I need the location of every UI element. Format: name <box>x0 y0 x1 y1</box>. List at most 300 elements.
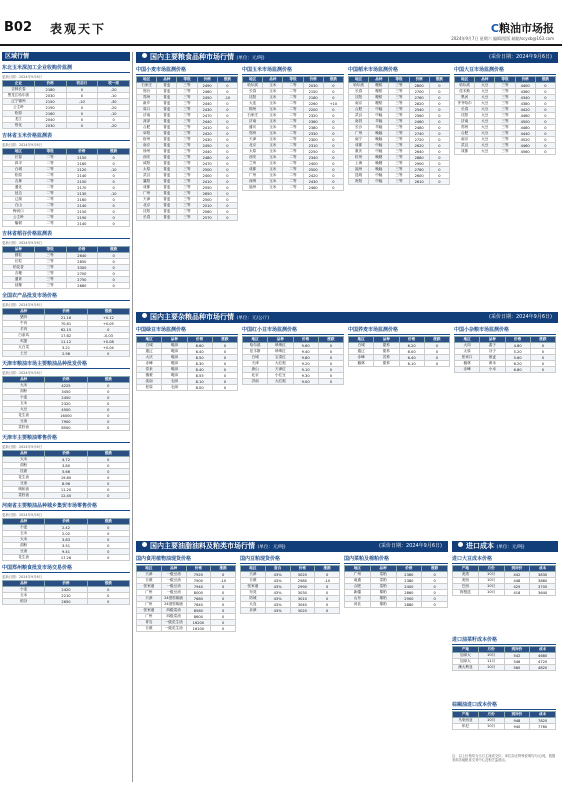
column-header: 涨跌 <box>530 337 555 343</box>
bullet-icon <box>142 53 147 58</box>
table-cell: 0 <box>98 253 130 259</box>
table-cell: 6.10 <box>399 361 424 367</box>
table-cell: 2440 <box>197 101 217 107</box>
price-table-block <box>2 502 130 561</box>
table-cell: 三等 <box>495 149 515 155</box>
table-cell: 一级豆油 <box>161 584 186 590</box>
table-cell: 杭州 <box>349 155 369 161</box>
table-cell: 7820 <box>530 718 556 724</box>
table-cell: 2200 <box>303 107 323 113</box>
table-cell: 0 <box>98 117 130 123</box>
table-cell: 三等 <box>177 209 197 215</box>
table-cell: 2880 <box>396 602 422 608</box>
table-row <box>137 215 238 221</box>
table-cell: 明绿 <box>162 361 187 367</box>
table-cell: 0 <box>87 487 129 493</box>
table-cell: 甜荞 <box>374 361 399 367</box>
table-cell: 广州 <box>137 590 162 596</box>
table-cell: 0 <box>429 83 449 89</box>
price-table-block <box>2 434 130 499</box>
table-cell: +10 <box>323 101 343 107</box>
table-cell: 0 <box>535 113 555 119</box>
table-cell: 2030 <box>303 83 323 89</box>
table-cell: 吉林长春 <box>3 87 35 93</box>
table-cell: 6.20 <box>505 361 530 367</box>
table-cell: 2.02 <box>45 531 87 537</box>
table-cell: 二等 <box>283 119 303 125</box>
table-cell: -10 <box>98 167 130 173</box>
table-cell: 玉米 <box>263 173 283 179</box>
table-cell: 24度棕榈油 <box>161 602 186 608</box>
table-cell: 四级菜油 <box>161 614 186 620</box>
table-cell: 小麦 <box>3 395 45 401</box>
table-cell: 0 <box>66 123 98 129</box>
table-cell: 0 <box>211 626 236 632</box>
table-cell: 上海 <box>349 161 369 167</box>
table-cell: 花生油 <box>3 555 45 561</box>
table-cell: 9.30 <box>293 373 318 379</box>
table-cell: 合肥 <box>137 125 157 131</box>
table-cell: 0 <box>217 149 237 155</box>
table-cell: 0 <box>211 584 236 590</box>
column-header: 涨跌 <box>212 337 237 343</box>
table-cell: 2450 <box>197 95 217 101</box>
table-row <box>453 590 556 596</box>
table-cell: 早籼 <box>369 125 389 131</box>
table-cell: 4380 <box>515 101 535 107</box>
table-cell: 4500 <box>45 407 87 413</box>
column-header: 涨跌 <box>422 566 448 572</box>
table-cell: 940 <box>504 724 530 730</box>
table-cell: 三等 <box>177 107 197 113</box>
table-cell: 0 <box>323 137 343 143</box>
table-cell: 2720 <box>409 137 429 143</box>
price-panel <box>136 326 238 536</box>
table-cell: 哈尔滨 <box>243 343 268 349</box>
table-cell: 赤峰 <box>455 367 480 373</box>
table-cell: 二等 <box>34 191 66 197</box>
table-row <box>349 361 450 367</box>
table-cell: 美湾 <box>453 572 479 578</box>
table-cell: 0 <box>535 125 555 131</box>
table-cell: 东莞 <box>241 590 266 596</box>
table-cell: 0 <box>535 131 555 137</box>
table-row <box>243 379 344 385</box>
table-cell: 2120 <box>66 167 98 173</box>
table-cell: 赤峰 <box>349 355 374 361</box>
table-cell: 0 <box>429 107 449 113</box>
table-cell: 425 <box>504 584 530 590</box>
masthead <box>0 0 562 46</box>
table-cell: 加拿大 <box>453 653 479 659</box>
table-cell: 三等 <box>177 155 197 161</box>
table-cell: 9.20 <box>293 361 318 367</box>
table-cell: 普麦 <box>157 107 177 113</box>
column-header: 涨跌 <box>429 77 449 83</box>
table-cell: 中籼 <box>369 173 389 179</box>
table-cell: 玉米 <box>263 107 283 113</box>
table-cell: 吉粳 <box>3 271 35 277</box>
table-cell: 0 <box>424 343 449 349</box>
table-cell: 2460 <box>409 119 429 125</box>
table-cell: 0 <box>323 125 343 131</box>
table-cell: 2130 <box>66 191 98 197</box>
table-cell: 合肥 <box>455 131 475 137</box>
price-panel <box>136 66 238 308</box>
column-header: 品种 <box>370 566 396 572</box>
table-cell: 天津红 <box>268 367 293 373</box>
table-cell: 白山 <box>3 203 35 209</box>
table-cell: 2760 <box>409 95 429 101</box>
table-cell: 玉米 <box>263 119 283 125</box>
table-cell: 16100 <box>186 626 211 632</box>
table-cell: 4460 <box>515 143 535 149</box>
table-cell: 三等 <box>34 271 66 277</box>
table-title: 中国红小豆市场监测价格 <box>242 326 344 335</box>
table-cell: 深圳 <box>243 179 263 185</box>
column-header: 等级 <box>283 77 303 83</box>
table-cell: 7760 <box>530 724 556 730</box>
section-bar-regional: 区域行情 <box>2 52 130 61</box>
table-cell: 太原 <box>243 149 263 155</box>
table-cell: 明绿 <box>162 343 187 349</box>
table-cell: 3830 <box>530 572 556 578</box>
table-cell: 广州 <box>137 191 157 197</box>
table-cell: 菜籽油 <box>3 425 45 431</box>
table-cell: 0 <box>535 83 555 89</box>
banner-import-cost: 进口成本 (单位：元/吨) <box>452 541 558 552</box>
column-header: 较前日 <box>66 81 98 87</box>
column-header: 到岸价 <box>504 647 530 653</box>
table-cell: 三等 <box>389 101 409 107</box>
table-cell: 普麦 <box>157 83 177 89</box>
table-cell: 大连 <box>243 101 263 107</box>
table-cell: 二等 <box>283 83 303 89</box>
table-cell: 0 <box>217 209 237 215</box>
table-title: 天津市粮油市场主要粮油品种批发价格 <box>2 360 130 369</box>
table-cell: 四平 <box>3 161 35 167</box>
table-cell: 豆油 <box>3 549 45 555</box>
table-cell: 普麦 <box>157 89 177 95</box>
table-cell: 2500 <box>303 167 323 173</box>
table-cell: 吉林 <box>3 179 35 185</box>
table-cell: 三等 <box>389 83 409 89</box>
table-cell: 二等 <box>283 95 303 101</box>
table-cell: 二等 <box>283 113 303 119</box>
table-cell: 西安 <box>243 155 263 161</box>
table-cell: 0 <box>212 367 237 373</box>
column-header: 品种 <box>475 77 495 83</box>
table-cell: 晚籼 <box>369 137 389 143</box>
table-cell: 43% <box>265 608 290 614</box>
table-cell: 三等 <box>177 119 197 125</box>
table-cell: 毛绿 <box>162 385 187 391</box>
table-cell: -20 <box>98 87 130 93</box>
table-cell: 2300 <box>303 137 323 143</box>
table-cell: 长粒 <box>3 259 35 265</box>
table-cell: 三等 <box>389 143 409 149</box>
table-cell: 三等 <box>34 253 66 259</box>
price-panel <box>240 555 340 781</box>
table-cell: 10月 <box>478 572 504 578</box>
table-cell: 2160 <box>66 197 98 203</box>
table-cell: 2170 <box>66 185 98 191</box>
table-cell: 6.00 <box>399 349 424 355</box>
table-source: 更新日期：2024年9月6日 <box>2 75 43 79</box>
column-header: 品种 <box>3 581 45 587</box>
table-cell: 南京 <box>349 101 369 107</box>
table-cell: 菜粕 <box>370 584 396 590</box>
table-cell: 2250 <box>303 149 323 155</box>
column-header: 到岸价 <box>504 712 530 718</box>
table-cell: 0 <box>98 155 130 161</box>
column-header: 地区 <box>241 566 266 572</box>
table-cell: 0 <box>429 149 449 155</box>
table-cell: 4360 <box>515 89 535 95</box>
table-cell: -30 <box>98 99 130 105</box>
table-cell: 0 <box>315 596 340 602</box>
table-cell: 9.40 <box>293 349 318 355</box>
table-cell: 松原 <box>137 385 162 391</box>
table-cell: 日照 <box>137 578 162 584</box>
table-cell: 明绿 <box>162 367 187 373</box>
table-row <box>3 493 130 499</box>
table-source: 更新日期：2024年9月6日 <box>2 575 43 579</box>
table-cell: 二等 <box>283 167 303 173</box>
table-cell: 2700 <box>66 271 98 277</box>
table-cell: 三等 <box>495 131 515 137</box>
table-cell: 大红袍 <box>268 379 293 385</box>
table-cell: 2190 <box>34 105 66 111</box>
table-cell: 8.40 <box>187 349 212 355</box>
table-cell: 天津 <box>243 137 263 143</box>
table-cell: 7640 <box>186 602 211 608</box>
column-header: 等级 <box>389 77 409 83</box>
table-cell: 棉粕 <box>370 590 396 596</box>
column-header: 涨跌 <box>211 566 236 572</box>
table-cell: 0 <box>217 143 237 149</box>
table-cell: -10 <box>98 93 130 99</box>
column-header: 等级 <box>495 77 515 83</box>
table-cell: 辽源 <box>3 197 35 203</box>
table-cell: 2420 <box>197 131 217 137</box>
price-table <box>2 376 130 431</box>
table-cell: 0 <box>429 101 449 107</box>
table-title: 吉林省玉米价格监测表 <box>2 132 130 141</box>
column-header: 地区 <box>349 337 374 343</box>
table-cell: 榆树 <box>3 221 35 227</box>
table-cell: 442 <box>504 572 530 578</box>
column-header: 价格 <box>186 566 211 572</box>
table-cell: 2400 <box>197 173 217 179</box>
table-cell: 7940 <box>186 584 211 590</box>
column-header: 地区 <box>349 77 369 83</box>
table-cell: 大米 <box>3 457 45 463</box>
table-cell: 2700 <box>409 89 429 95</box>
table-cell: 3450 <box>45 389 87 395</box>
table-cell: 2900 <box>396 596 422 602</box>
column-header: 产地 <box>453 712 479 718</box>
table-cell: 0 <box>318 343 343 349</box>
table-cell: 0 <box>217 125 237 131</box>
bullet-icon <box>142 313 147 318</box>
table-cell: 0 <box>87 587 129 593</box>
table-cell: 3300 <box>66 265 98 271</box>
table-cell: 0 <box>98 203 130 209</box>
table-cell: 2680 <box>66 283 98 289</box>
table-cell: 二等 <box>34 179 66 185</box>
column-header: 成本 <box>530 566 556 572</box>
table-cell: 0 <box>211 590 236 596</box>
table-cell: 2760 <box>409 167 429 173</box>
table-cell: 普麦 <box>157 173 177 179</box>
table-cell: 三等 <box>389 137 409 143</box>
table-cell: 苦荞 <box>374 355 399 361</box>
price-table <box>136 76 238 221</box>
table-cell: 普麦 <box>157 191 177 197</box>
table-cell: 4560 <box>515 149 535 155</box>
table-cell: 7680 <box>186 596 211 602</box>
table-cell: 合肥 <box>345 584 371 590</box>
table-cell: 0 <box>87 419 129 425</box>
table-cell: 普麦 <box>157 215 177 221</box>
table-cell: 二等 <box>283 161 303 167</box>
price-panel <box>452 701 556 751</box>
table-cell: 0 <box>217 215 237 221</box>
column-header: 价格 <box>45 581 87 587</box>
table-cell: 0 <box>217 167 237 173</box>
dateline: 2024年9月7日 星期六 编辑/组版 邮箱/scyxb@163.com <box>451 36 554 41</box>
column-header: 涨跌 <box>87 309 129 315</box>
table-cell: 三等 <box>177 95 197 101</box>
table-cell: 通辽 <box>137 349 162 355</box>
table-cell: 二等 <box>283 125 303 131</box>
table-cell: 毛绿 <box>162 379 187 385</box>
table-row <box>349 179 450 185</box>
column-header: 等级 <box>177 77 197 83</box>
table-cell: 三等 <box>34 277 66 283</box>
table-cell: 2360 <box>396 572 422 578</box>
table-cell: 天津 <box>137 572 162 578</box>
table-cell: 武汉 <box>349 113 369 119</box>
table-cell: 0 <box>424 349 449 355</box>
table-cell: 0 <box>87 525 129 531</box>
price-table-block <box>240 555 340 614</box>
footnote: 注：以上价格均为当日主流成交价，单位如无特殊说明均为元/吨，数据来源各地粮食交易中心及相关监测点。 <box>452 754 556 762</box>
table-cell: 0 <box>323 113 343 119</box>
table-cell: 4500 <box>515 119 535 125</box>
table-cell: 三等 <box>389 95 409 101</box>
table-cell: 二等 <box>34 197 66 203</box>
column-header: 产地 <box>453 647 479 653</box>
table-cell: 大豆 <box>475 143 495 149</box>
table-cell: 10月 <box>478 724 504 730</box>
table-cell: 17.26 <box>45 555 87 561</box>
price-table <box>136 565 236 632</box>
table-cell: 2500 <box>197 167 217 173</box>
column-header: 涨跌 <box>87 519 129 525</box>
table-cell: 2.98 <box>45 351 87 357</box>
table-cell: 三等 <box>495 101 515 107</box>
table-cell: 6.20 <box>399 343 424 349</box>
table-cell: 7900 <box>186 578 211 584</box>
table-cell: 哈尔滨 <box>349 83 369 89</box>
table-cell: 2410 <box>197 179 217 185</box>
table-cell: 白城 <box>349 343 374 349</box>
table-cell: 大连 <box>241 602 266 608</box>
table-cell: 花生油 <box>3 475 45 481</box>
table-cell: 2210 <box>45 593 87 599</box>
table-header-row <box>3 519 130 525</box>
table-cell: 粳稻 <box>369 89 389 95</box>
table-cell: 郑州 <box>243 131 263 137</box>
column-header: 地区 <box>455 77 475 83</box>
table-cell: 黍子 <box>480 343 505 349</box>
table-cell: 南宁 <box>349 137 369 143</box>
table-cell: 0 <box>535 119 555 125</box>
table-title: 中国玉米市场监测价格 <box>242 66 344 75</box>
left-column <box>2 52 130 782</box>
table-cell: 大同 <box>455 343 480 349</box>
price-table-block <box>348 66 450 185</box>
table-cell: 0 <box>530 367 555 373</box>
price-table-block <box>2 132 130 227</box>
table-cell: 62.15 <box>45 327 87 333</box>
column-header: 价格 <box>303 77 323 83</box>
table-cell: 白城 <box>243 355 268 361</box>
table-row <box>3 221 130 227</box>
table-cell: 0 <box>212 385 237 391</box>
table-cell: 2470 <box>197 113 217 119</box>
table-cell: 418 <box>504 590 530 596</box>
table-cell: 3.80 <box>45 463 87 469</box>
table-cell: 花生油 <box>3 413 45 419</box>
table-cell: 普麦 <box>157 143 177 149</box>
table-cell: 西安 <box>137 155 157 161</box>
table-cell: 0 <box>429 113 449 119</box>
table-cell: 玉米 <box>263 143 283 149</box>
table-cell: 玉米 <box>3 401 45 407</box>
table-cell: 普麦 <box>157 209 177 215</box>
table-cell: 0 <box>318 355 343 361</box>
table-cell: 明绿 <box>162 373 187 379</box>
table-cell: 通辽 <box>349 349 374 355</box>
table-cell: 晚粳 <box>369 161 389 167</box>
table-cell: 0 <box>87 593 129 599</box>
column-header: 企业 <box>3 81 35 87</box>
page-number: B02 <box>4 20 32 35</box>
table-cell: 白城 <box>3 167 35 173</box>
table-cell: 北京 <box>137 203 157 209</box>
table-cell: 7900 <box>45 419 87 425</box>
table-cell: 三等 <box>389 119 409 125</box>
table-cell: 玉米 <box>3 531 45 537</box>
table-cell: 三等 <box>177 215 197 221</box>
table-cell: 一级花生油 <box>161 626 186 632</box>
table-cell: 宝清红 <box>268 355 293 361</box>
table-cell: 0 <box>98 221 130 227</box>
table-cell: 三等 <box>177 125 197 131</box>
table-row <box>455 149 556 155</box>
table-title: 东北玉米深加工企业收购价监测 <box>2 64 130 73</box>
table-cell: 2440 <box>197 119 217 125</box>
table-cell: 玉米 <box>263 167 283 173</box>
table-cell: 哈尔滨 <box>455 83 475 89</box>
table-cell: 圆粒 <box>3 253 35 259</box>
column-header: 涨跌 <box>87 377 129 383</box>
table-cell: 大豆 <box>475 95 495 101</box>
column-header: 涨跌 <box>318 337 343 343</box>
